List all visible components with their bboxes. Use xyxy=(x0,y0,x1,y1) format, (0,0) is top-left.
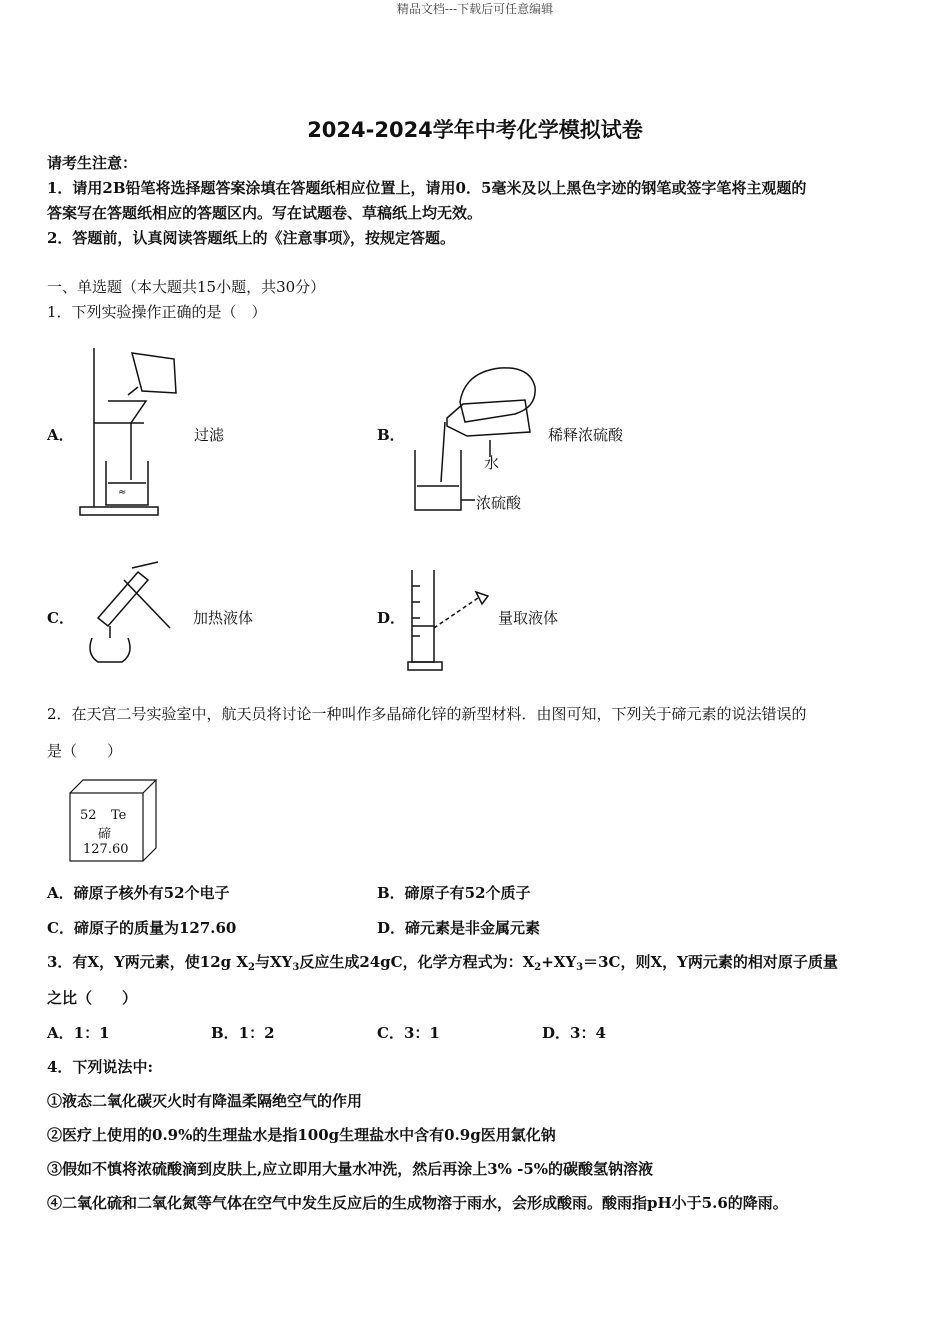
q1-option-d-text: 量取液体 xyxy=(498,609,559,627)
notice-line-3: 2．答题前，认真阅读答题纸上的《注意事项》，按规定答题。 xyxy=(47,229,455,247)
q3-stem-line-1: 3．有X，Y两元素，使12g $X_2$与$XY_3$反应生成24gC，化学方程式为：$X_2+XY_3=3C$，则X，Y两元素的相对原子质量 xyxy=(47,953,838,973)
q2-option-c: C．碲原子的质量为127.60 xyxy=(47,919,237,937)
q1-option-c-letter: C． xyxy=(47,609,74,627)
q2-option-a: A．碲原子核外有52个电子 xyxy=(47,884,230,902)
q4-statement-2: ②医疗上使用的0.9%的生理盐水是指100g生理盐水中含有0.9g医用氯化钠 xyxy=(47,1126,556,1144)
q1-option-a-text: 过滤 xyxy=(194,426,225,444)
exam-title: 2024-2024学年中考化学模拟试卷 xyxy=(307,118,643,142)
heating-apparatus-figure xyxy=(78,558,188,670)
q3-option-c: C．3：1 xyxy=(377,1024,440,1042)
element-atomic-mass: 127.60 xyxy=(83,842,129,857)
q2-stem-line-2: 是（ ） xyxy=(47,742,123,760)
q2-option-b: B．碲原子有52个质子 xyxy=(377,884,531,902)
q1-option-b-letter: B． xyxy=(377,426,405,444)
q1-option-a-letter: A． xyxy=(47,426,74,444)
element-atomic-number: 52 xyxy=(80,808,97,823)
q2-stem-line-1: 2．在天宫二号实验室中，航天员将讨论一种叫作多晶碲化锌的新型材料．由图可知，下列关于碲元素的说法错误的 xyxy=(47,705,807,723)
q2-option-d: D．碲元素是非金属元素 xyxy=(377,919,541,937)
notice-heading: 请考生注意： xyxy=(47,154,138,172)
q4-statement-3: ③假如不慎将浓硫酸滴到皮肤上,应立即用大量水冲洗，然后再涂上3% -5%的碳酸氢钠溶液 xyxy=(47,1160,654,1178)
notice-line-1: 1．请用2B铅笔将选择题答案涂填在答题纸相应位置上，请用0．5毫米及以上黑色字迹的钢笔或签字笔将主观题的 xyxy=(47,179,807,197)
element-name: 碲 xyxy=(98,827,112,842)
q3-option-b: B．1：2 xyxy=(211,1024,275,1042)
dilution-apparatus-figure xyxy=(405,362,545,517)
page-header: 精品文档---下载后可任意编辑 xyxy=(396,2,554,16)
filtration-apparatus-figure xyxy=(78,345,198,520)
q3-option-a: A．1：1 xyxy=(47,1024,110,1042)
q3-stem-line-2: 之比（ ） xyxy=(47,989,138,1007)
element-symbol: Te xyxy=(111,808,127,823)
q4-statement-4: ④二氧化硫和二氧化氮等气体在空气中发生反应后的生成物溶于雨水，会形成酸雨。酸雨指pH小于5.6的降雨。 xyxy=(47,1194,788,1212)
section-heading: 一、单选题（本大题共15小题，共30分） xyxy=(47,278,326,296)
q3-option-d: D．3：4 xyxy=(542,1024,606,1042)
notice-line-2: 答案写在答题纸相应的答题区内。写在试题卷、草稿纸上均无效。 xyxy=(47,204,483,222)
q1-option-d-letter: D． xyxy=(377,609,406,627)
q4-statement-1: ①液态二氧化碳灭火时有降温柔隔绝空气的作用 xyxy=(47,1092,363,1110)
svg-text:≈: ≈ xyxy=(118,487,127,498)
q4-stem: 4．下列说法中: xyxy=(47,1058,153,1076)
q1-label-acid: 浓硫酸 xyxy=(476,494,522,512)
q1-label-water: 水 xyxy=(484,454,500,472)
q1-option-c-text: 加热液体 xyxy=(193,609,254,627)
graduated-cylinder-figure xyxy=(400,566,500,674)
q1-option-b-text: 稀释浓硫酸 xyxy=(548,426,624,444)
q1-stem: 1．下列实验操作正确的是（ ） xyxy=(47,303,267,321)
